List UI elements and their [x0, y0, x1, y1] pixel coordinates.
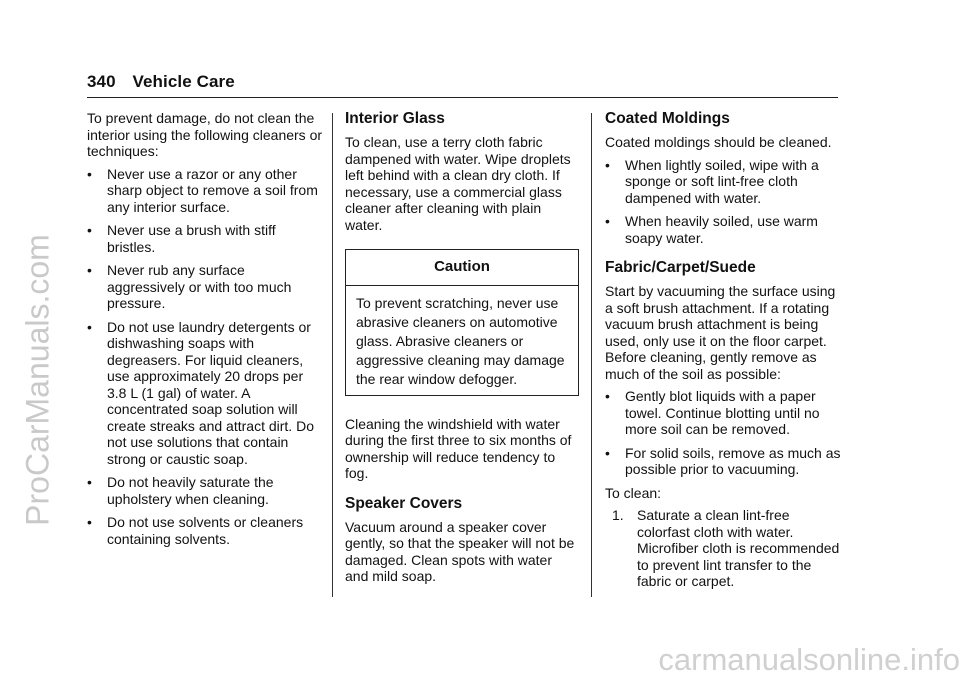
bullet-text: Never use a brush with stiff bristles. — [107, 222, 276, 255]
bullet-marker: • — [605, 388, 610, 404]
speaker-covers-heading: Speaker Covers — [345, 494, 463, 512]
footer-watermark: carmanualsonline.info — [658, 642, 960, 677]
side-watermark: ProCarManuals.com — [19, 234, 56, 526]
bullet-marker: • — [605, 213, 610, 229]
bullet-text: Do not use laundry detergents or dishwashing soaps with degreasers. For liquid cleaners, use approximately 20 drops per 3.8 L (1 gal) of water. A concentrated soap solution will create streaks and attract dirt. Do not use solutions that contain strong or caustic soap. — [107, 318, 314, 467]
bullet-text: Gently blot liquids with a paper towel. Continue blotting until no more soil can be removed. — [625, 388, 820, 437]
header-rule — [87, 97, 838, 98]
coated-moldings-intro: Coated moldings should be cleaned. — [605, 134, 832, 150]
step-item — [605, 507, 841, 590]
bullet-text: When lightly soiled, wipe with a sponge or soft lint-free cloth dampened with water. — [625, 156, 819, 206]
caution-title: Caution — [346, 250, 578, 286]
bullet-marker: • — [87, 165, 92, 182]
cleaning-steps-list — [605, 507, 841, 590]
list-item — [605, 213, 841, 246]
speaker-covers-body: Vacuum around a speaker cover gently, so that the speaker will not be damaged. Clean spots with water and mild soap. — [345, 518, 575, 584]
list-item — [87, 222, 323, 255]
page-number: 340 — [87, 72, 116, 91]
cleaning-warnings-list — [87, 166, 323, 548]
list-item — [87, 514, 323, 547]
list-item — [87, 474, 323, 507]
bullet-text: Do not use solvents or cleaners containing solvents. — [107, 514, 304, 547]
bullet-marker: • — [605, 156, 610, 173]
interior-glass-body: To clean, use a terry cloth fabric dampened with water. Wipe droplets left behind with a clean dry cloth. If necessary, use a commercial glass cleaner after cleaning with plain water. — [345, 134, 571, 233]
section-title: Vehicle Care — [132, 72, 235, 91]
bullet-text: When heavily soiled, use warm soapy water. — [625, 213, 818, 246]
windshield-note: Cleaning the windshield with water during the first three to six months of ownership will reduce tendency to fog. — [345, 415, 572, 481]
step-text: Saturate a clean lint-free colorfast cloth with water. Microfiber cloth is recommended to prevent lint transfer to the fabric or carpet. — [637, 507, 840, 589]
intro-paragraph: To prevent damage, do not clean the interior using the following cleaners or techniques: — [87, 110, 323, 159]
caution-body: To prevent scratching, never use abrasive cleaners on automotive glass. Abrasive cleaners or aggressive cleaning may damage the rear window defogger. — [356, 294, 565, 387]
column-3 — [605, 110, 841, 590]
bullet-marker: • — [87, 262, 92, 278]
column-divider-1 — [332, 113, 333, 597]
bullet-marker: • — [87, 514, 92, 530]
list-item — [87, 166, 323, 216]
list-item — [87, 262, 323, 312]
caution-box — [345, 249, 579, 396]
fabric-intro: Start by vacuuming the surface using a soft brush attachment. If a rotating vacuum brush attachment is being used, only use it on the floor carpet. Before cleaning, gently remove as much of the soil as possible: — [605, 283, 836, 382]
to-clean-label: To clean: — [605, 484, 662, 501]
bullet-marker: • — [87, 318, 92, 335]
bullet-marker: • — [605, 444, 610, 461]
column-2 — [345, 110, 579, 591]
interior-glass-heading: Interior Glass — [345, 110, 445, 127]
bullet-text: Never use a razor or any other sharp object to remove a soil from any interior surface. — [107, 165, 318, 215]
page-header — [87, 72, 235, 92]
list-item — [605, 157, 841, 207]
column-divider-2 — [591, 113, 592, 597]
step-number: 1. — [612, 507, 624, 523]
column-1 — [87, 110, 323, 554]
list-item — [605, 445, 841, 478]
bullet-text: For solid soils, remove as much as possible prior to vacuuming. — [625, 444, 841, 477]
bullet-text: Do not heavily saturate the upholstery when cleaning. — [107, 474, 274, 507]
coated-moldings-list — [605, 157, 841, 247]
bullet-marker: • — [87, 222, 92, 238]
list-item — [87, 319, 323, 468]
bullet-text: Never rub any surface aggressively or with too much pressure. — [107, 262, 292, 311]
list-item — [605, 388, 841, 438]
coated-moldings-heading: Coated Moldings — [605, 110, 730, 127]
bullet-marker: • — [87, 474, 92, 490]
fabric-heading: Fabric/Carpet/Suede — [605, 259, 756, 276]
fabric-list — [605, 388, 841, 478]
